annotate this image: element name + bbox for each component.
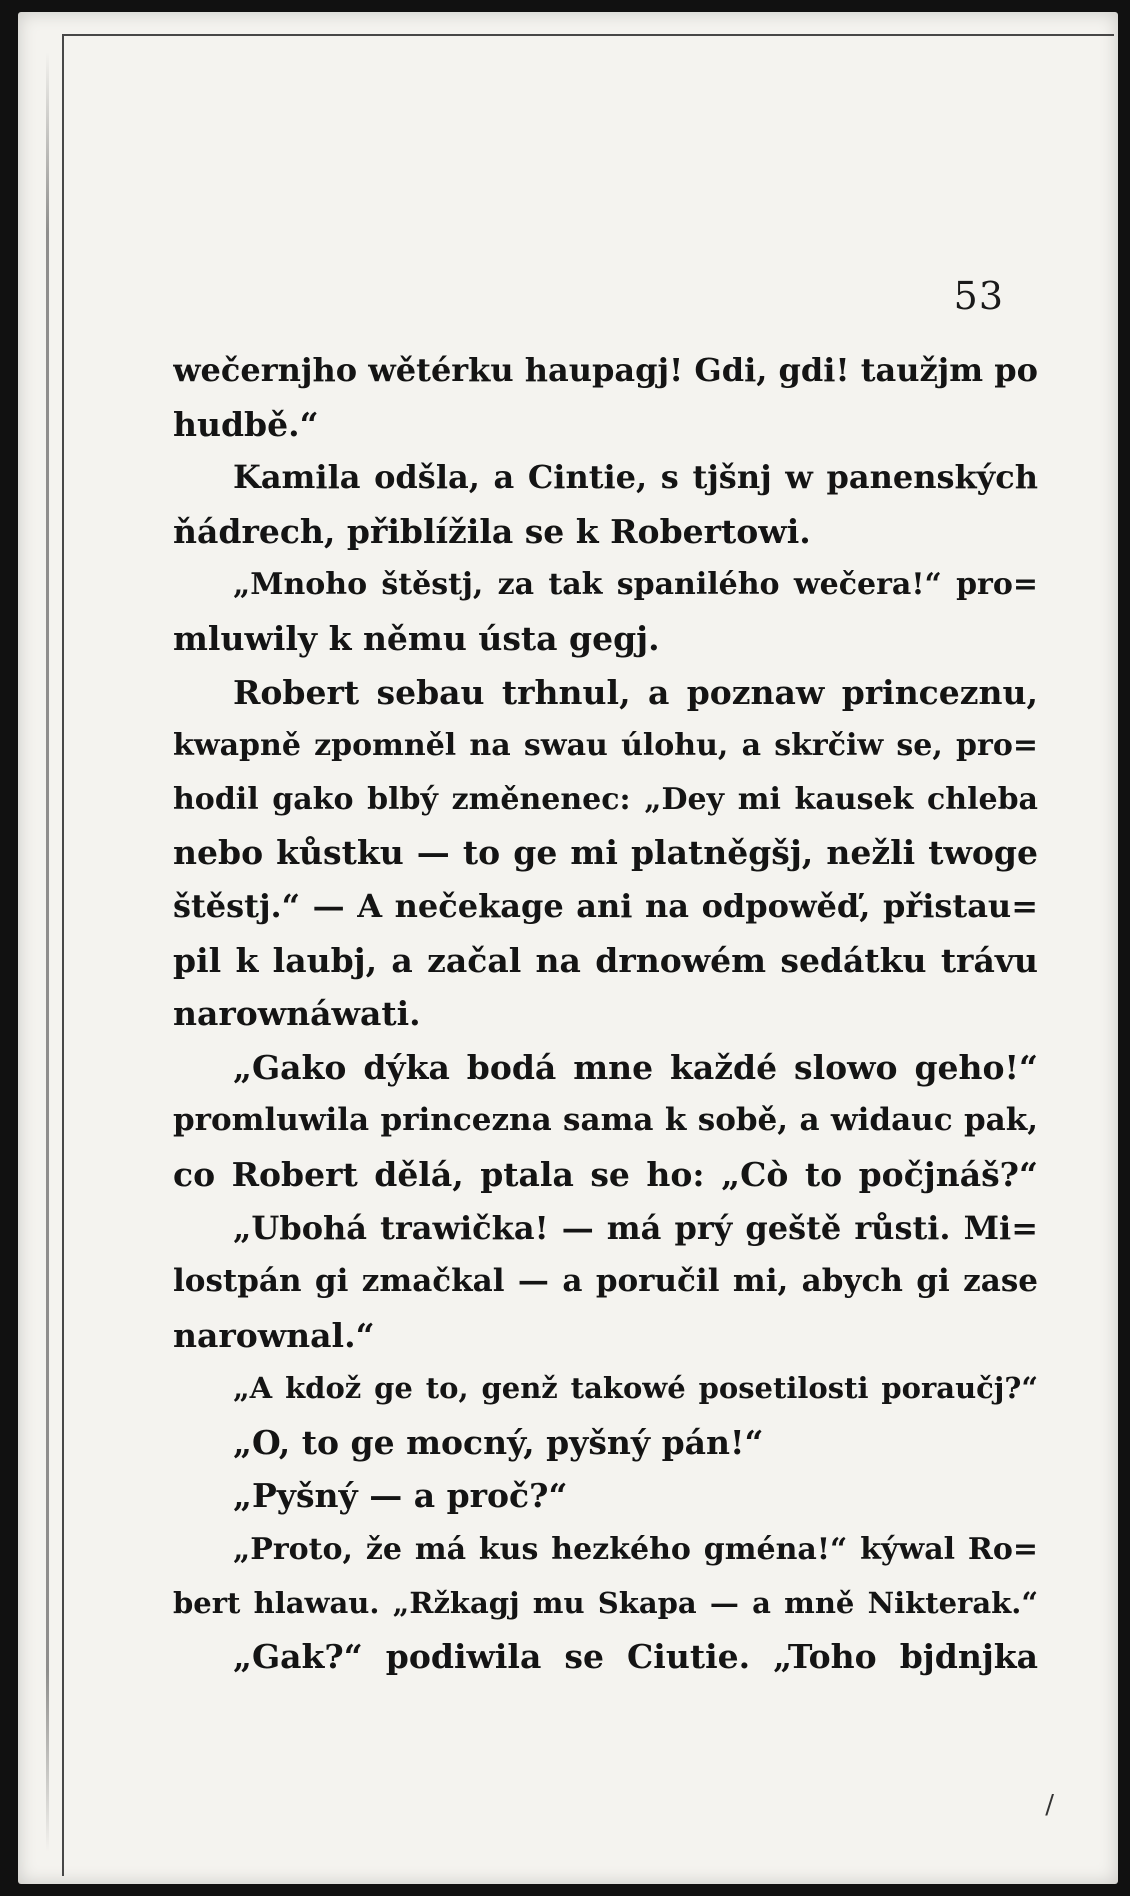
text-line: hudbě.“ (173, 404, 319, 444)
text-line: „Pyšný — a proč?“ (233, 1476, 568, 1516)
text-line: lostpán gi zmačkal — a poručil mi, abych gi zase (173, 1263, 1038, 1300)
text-line: „Mnoho štěstj, za tak spanilého wečera!“ pro= (233, 567, 1038, 603)
text-line: ňádrech, přiblížila se k Robertowi. (173, 511, 811, 551)
text-line: štěstj.“ — A nečekage ani na odpowěď, přistau= (173, 886, 1038, 925)
text-line: „Gak?“ podiwila se Ciutie. „Toho bjdnjka (233, 1637, 1038, 1677)
gutter-shadow (46, 52, 49, 1852)
text-line: narownáwati. (173, 994, 421, 1034)
text-line: „A kdož ge to, genž takowé posetilosti poraučj?“ (233, 1371, 1038, 1406)
text-line: promluwila princezna sama k sobě, a widauc pak, (173, 1102, 1038, 1139)
text-line: co Robert dělá, ptala se ho: „Cò to počjnáš?“ (173, 1154, 1038, 1194)
text-line: mluwily k němu ústa gegj. (173, 618, 660, 658)
text-line: narownal.“ (173, 1315, 375, 1355)
text-line: „Ubohá trawička! — má prý geště růsti. Mi= (233, 1208, 1038, 1247)
stray-ink-mark: / (1045, 1790, 1054, 1820)
text-line: „Proto, že má kus hezkého gména!“ kýwal Ro= (233, 1532, 1038, 1568)
text-line: bert hlawau. „Ržkagj mu Skapa — a mně Nikterak.“ (173, 1585, 1038, 1620)
text-line: hodil gako blbý změnenec: „Dey mi kausek chleba (173, 781, 1038, 817)
body-text (173, 344, 1038, 1684)
text-line: pil k laubj, a začal na drnowém sedátku trávu (173, 940, 1038, 980)
page-number: 53 (953, 274, 1004, 318)
text-line: wečernjho wětérku haupagj! Gdi, gdi! taužjm po (173, 351, 1038, 389)
text-line: nebo kůstku — to ge mi platněgšj, nežli twoge (173, 833, 1038, 873)
text-line: kwapně zpomněl na swau úlohu, a skrčiw se, pro= (173, 728, 1038, 764)
text-line: „O, to ge mocný, pyšný pán!“ (233, 1422, 764, 1462)
text-line: „Gako dýka bodá mne každé slowo geho!“ (233, 1047, 1038, 1087)
book-page (18, 12, 1118, 1884)
text-line: Kamila odšla, a Cintie, s tjšnj w panenských (233, 458, 1038, 497)
text-line: Robert sebau trhnul, a poznaw princeznu, (233, 672, 1038, 712)
